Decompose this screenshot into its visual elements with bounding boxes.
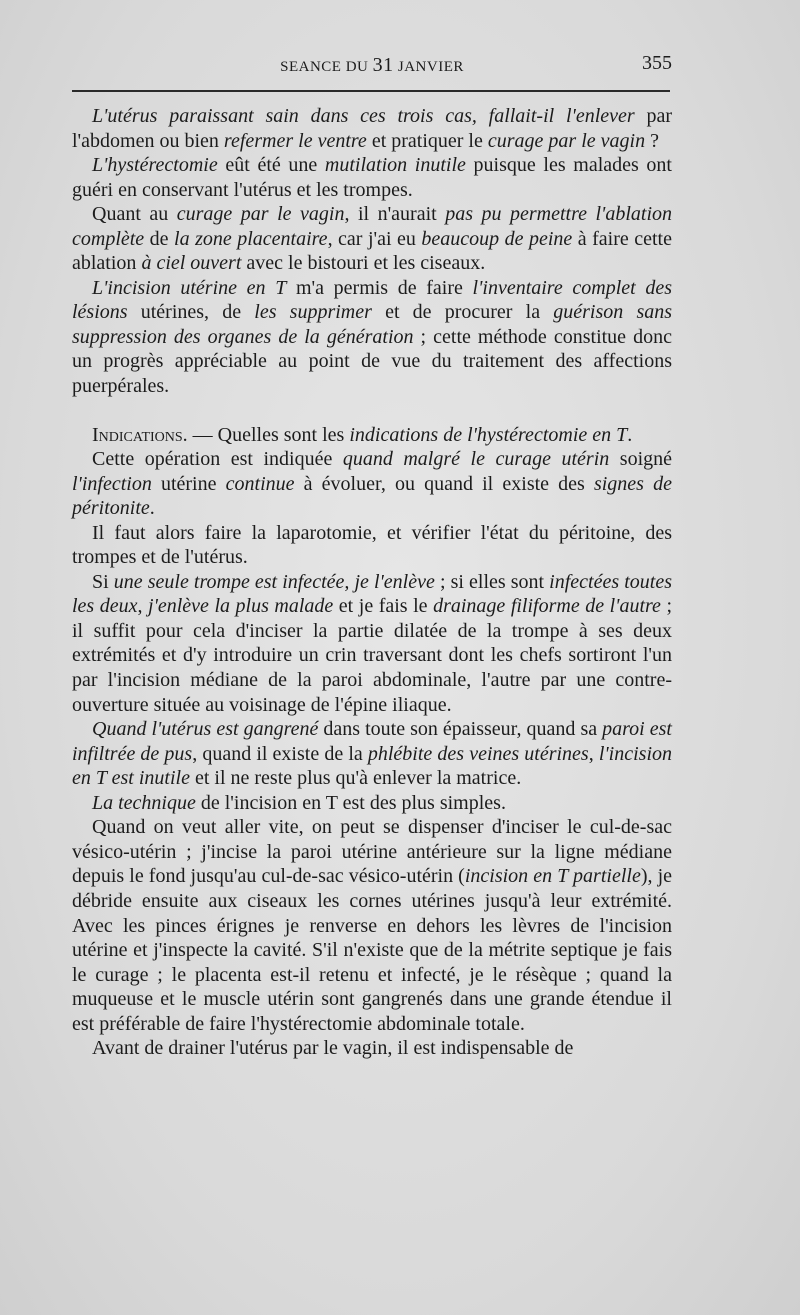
italic-run: La technique (92, 791, 196, 814)
text-run: Il faut alors faire la laparotomie, et vérifier l'état du péritoine, des trompes et de l'utérus. (72, 521, 672, 569)
running-head (72, 52, 672, 82)
italic-run: refermer le ventre (223, 129, 367, 152)
text-run: et je fais le (333, 595, 434, 618)
italic-run: incision en T partielle (464, 865, 641, 888)
italic-run: curage par le vagin (487, 129, 646, 152)
text-run: soigné (609, 448, 673, 471)
text-run: . (149, 497, 155, 520)
text-run: ; cette méthode constitue donc un progrès appréciable au point de vue du traitement des affections puerpérales. (72, 325, 672, 398)
text-run: . (627, 423, 633, 446)
text-run: et pratiquer le (366, 129, 488, 152)
italic-run: guérison sans suppression des organes de la génération (72, 301, 673, 348)
italic-run: signes de péritonite (72, 472, 672, 520)
text-run: utérine (151, 472, 226, 495)
running-title-post: JANVIER (393, 59, 464, 75)
text-run: par l'abdomen ou bien (72, 105, 672, 152)
text-run: ? (645, 129, 659, 152)
italic-run: infectées toutes les deux (72, 570, 672, 618)
text-run: Quand on veut aller vite, on peut se dispenser d'inciser le cul-de-sac vésico-utérin ; j'incise la paroi utérine antérieure sur la ligne médiane depuis le fond jusqu'au cul-de-sac vésico-utérin ( (72, 816, 672, 888)
body-paragraph (72, 570, 672, 717)
text-run: ; si elles sont (434, 570, 550, 593)
body-paragraph (72, 521, 672, 570)
italic-run: beaucoup de peine (421, 227, 573, 250)
text-run: ), je débride ensuite aux ciseaux les cornes utérines jusqu'à leur extrémité. Avec les pinces érignes je renverse en dehors les lèvres de l'incision utérine et j'inspecte la cavité. S'il n'existe que de la métrite septique je fais le curage ; le placenta est-il retenu et infecté, je le résèque ; quand la muqueuse et le muscle utérin sont gangrenés dans une grande étendue il est préférable de faire l'hystérectomie abdominale totale. (72, 865, 673, 1035)
running-title-pre: SEANCE DU (280, 59, 373, 75)
italic-run: l'incision en T est inutile (72, 742, 673, 790)
italic-run: phlébite des veines utérines (367, 742, 589, 765)
text-run: utérines, de (127, 301, 255, 324)
italic-run: à ciel ouvert (141, 252, 242, 275)
italic-run: l'infection (72, 472, 152, 495)
body-paragraph (72, 1036, 672, 1061)
text-run: , quand il existe de la (192, 742, 368, 765)
text-run: eût été une (217, 154, 325, 177)
body-paragraph (72, 815, 672, 1036)
body-paragraph (72, 791, 672, 816)
text-run: , (588, 742, 599, 765)
text-run: de l'incision en T est des plus simples. (195, 791, 506, 814)
text-run: dans toute son épaisseur, quand sa (318, 718, 603, 741)
text-run: , (137, 595, 149, 618)
page-number: 355 (642, 52, 672, 74)
italic-run: la zone placentaire (174, 227, 328, 250)
italic-run: L'hystérectomie (92, 154, 218, 177)
text-run: et de procurer la (371, 301, 554, 324)
italic-run: paroi est infiltrée de pus (72, 718, 672, 765)
text-run: . — Quelles sont les (182, 423, 350, 446)
text-run: à faire cette ablation (72, 227, 672, 275)
text-run: et il ne reste plus qu'à enlever la matrice. (189, 767, 522, 790)
small-caps-run: Indications (92, 423, 183, 446)
italic-run: j'enlève la plus malade (148, 595, 334, 618)
text-run: Cette opération est indiquée (92, 448, 343, 471)
running-title (72, 54, 672, 77)
text-run: Quant au (92, 203, 177, 226)
body-paragraph (72, 153, 672, 202)
body-paragraph (72, 447, 672, 521)
section-heading-paragraph (72, 423, 672, 448)
italic-run: Quand l'utérus est gangrené (92, 718, 319, 741)
italic-run: curage par le vagin (176, 203, 345, 226)
text-run: , il n'aurait (344, 203, 446, 226)
text-run: m'a permis de faire (286, 276, 473, 299)
italic-run: pas pu permettre l'ablation complète (72, 203, 672, 250)
text-run: Si (92, 570, 114, 593)
body-paragraph (72, 276, 672, 399)
italic-run: continue (225, 472, 295, 495)
italic-run: L'incision utérine en T (92, 276, 287, 299)
italic-run: indications de l'hystérectomie en T (349, 423, 628, 446)
text-run: à évoluer, ou quand il existe des (294, 472, 594, 495)
text-run: avec le bistouri et les ciseaux. (241, 252, 486, 275)
body-text (72, 104, 672, 1061)
italic-run: drainage filiforme de l'autre (433, 595, 661, 618)
running-title-day: 31 (372, 54, 394, 76)
italic-run: quand malgré le curage utérin (342, 448, 610, 471)
text-run: Avant de drainer l'utérus par le vagin, il est indispensable de (92, 1037, 574, 1060)
body-paragraph (72, 104, 672, 153)
italic-run: l'inventaire complet des lésions (72, 276, 672, 324)
italic-run: L'utérus paraissant sain dans ces trois cas, fallait-il l'enlever (92, 105, 635, 127)
body-paragraph (72, 202, 672, 276)
text-run: de (144, 227, 175, 250)
italic-run: les supprimer (254, 301, 372, 324)
text-run: , car j'ai eu (327, 227, 422, 250)
header-rule (72, 90, 670, 92)
text-run: ; il suffit pour cela d'inciser la partie dilatée de la trompe à ses deux extrémités et d'y introduire un crin traversant dont les chefs sortiront l'un par l'incision médiane de la paroi abdominale, l'autre par une contre-ouverture située au voisinage de l'épine iliaque. (72, 595, 673, 716)
text-run: puisque les malades ont guéri en conservant l'utérus et les trompes. (72, 154, 672, 201)
italic-run: une seule trompe est infectée, je l'enlève (113, 570, 435, 593)
body-paragraph (72, 717, 672, 791)
italic-run: mutilation inutile (324, 154, 466, 177)
